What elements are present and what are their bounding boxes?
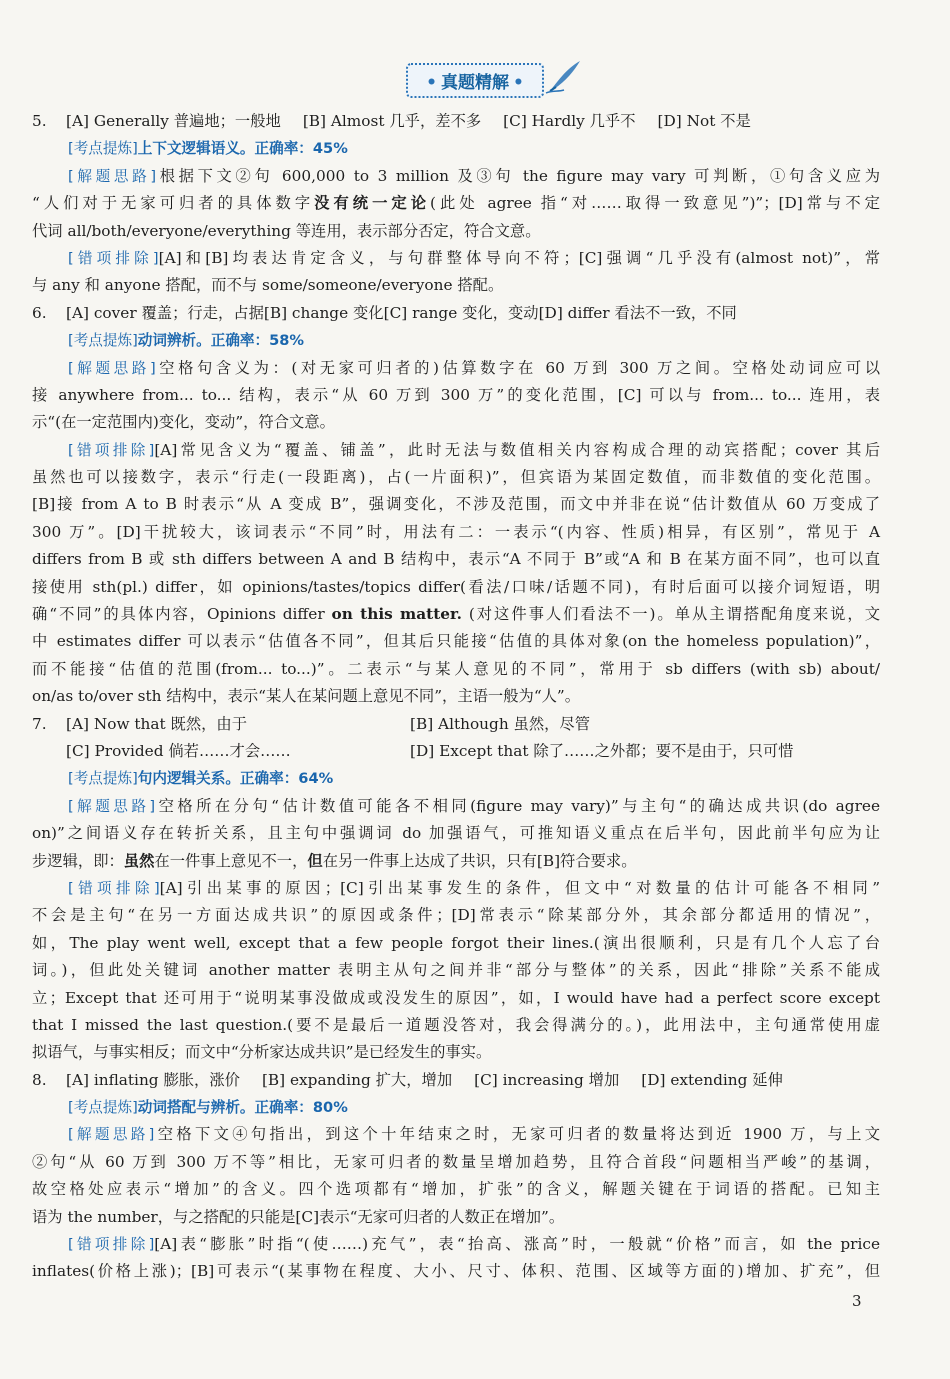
option-d: [D] Except that 除了……之外都；要不是由于，只可惜 — [410, 741, 794, 760]
text: 与 any 和 anyone 搭配，而不与 some/someone/everyone 搭配。 — [32, 276, 504, 295]
quill-pen-icon — [544, 57, 584, 97]
q6-jieti-line — [32, 382, 880, 409]
q8-jieti-line — [32, 1121, 880, 1148]
question-number: 7. — [32, 714, 47, 733]
q7-cuoxiang-line — [32, 902, 880, 929]
kaodian-text: 动词辨析。正确率：58% — [137, 332, 305, 350]
option-c: [C] range 变化，变动 — [383, 303, 539, 322]
jieti-label: [解题思路] — [68, 1126, 155, 1144]
q6-cuoxiang-line — [32, 464, 880, 491]
cuoxiang-label: [错项排除] — [68, 441, 155, 459]
kaodian-label: [考点提炼] — [68, 1099, 138, 1117]
text: 如，The play went well, except that a few people forgot their lines.(演出很顺利，只是有几个人忘了台 — [32, 933, 880, 952]
q6-cuoxiang-line — [32, 601, 880, 628]
question-number: 5. — [32, 112, 47, 130]
q7-jieti-line — [32, 793, 880, 820]
jieti-label: [解题思路] — [68, 797, 156, 815]
q5-cuoxiang-line — [32, 245, 880, 272]
emphasis: 但 — [307, 851, 323, 870]
text: [A]常见含义为“覆盖、铺盖”，此时无法与数值相关内容构成合理的动宾搭配；cover 其后 — [154, 440, 880, 459]
q7-cuoxiang-line — [32, 930, 880, 957]
text: 空格句含义为：(对无家可归者的)估算数字在 60 万到 300 万之间。空格处动词应可以 — [155, 358, 880, 377]
cuoxiang-label: [错项排除] — [68, 249, 159, 267]
text: 不会是主句“在另一方面达成共识”的原因或条件；[D]常表示“除某部分外，其余部分都适用的情况”， — [32, 906, 880, 925]
option-b: [B] expanding 扩大，增加 — [261, 1070, 453, 1089]
q5-cuoxiang-line — [32, 272, 880, 299]
q7-jieti-line — [32, 820, 880, 847]
text: inflates(价格上涨)；[B]可表示“(某事物在程度、大小、尺寸、体积、范围、区域等方面的)增加、扩充”，但 — [32, 1262, 880, 1281]
text: [A]表“膨胀”时指“(使……)充气”，表“抬高、涨高”时，一般就“价格”而言，如 the price — [154, 1235, 880, 1254]
dot-right: • — [513, 73, 524, 93]
q7-options-row1 — [32, 711, 880, 738]
text: “人们对于无家可归者的具体数字 — [32, 194, 315, 213]
option-a: [A] inflating 膨胀，涨价 — [66, 1070, 240, 1089]
text: that I missed the last question.(要不是最后一道题没答对，我会得满分的。)，此用法中，主句通常使用虚 — [32, 1015, 880, 1034]
text: (此处 agree 指“对……取得一致意见”)”；[D]常与不定 — [430, 194, 880, 213]
text: 空格下文④句指出，到这个十年结束之时，无家可归者的数量将达到近 1900 万，与上文 — [154, 1125, 880, 1144]
emphasis: on this matter. — [331, 605, 462, 624]
q7-kaodian — [32, 765, 880, 792]
text: ②句“从 60 万到 300 万不等”相比，无家可归者的数量呈增加趋势，且符合首段“问题相当严峻”的基调， — [32, 1152, 880, 1171]
text: 根据下文②句 600,000 to 3 million 及③句 the figure may vary 可判断，①句含义应为 — [156, 166, 881, 185]
cuoxiang-label: [错项排除] — [68, 879, 160, 897]
text: 示“(在一定范围内)变化，变动”，符合文意。 — [32, 413, 335, 432]
kaodian-label: [考点提炼] — [68, 770, 138, 788]
q7-cuoxiang-line — [32, 957, 880, 984]
option-d: [D] Not 不是 — [657, 112, 751, 130]
text: 中 estimates differ 可以表示“估值各不同”，但其后只能接“估值的具体对象(on the homeless population)”， — [32, 632, 880, 651]
q6-cuoxiang-line — [32, 491, 880, 518]
text: [A]引出某事的原因；[C]引出某事发生的条件，但文中“对数量的估计可能各不相同” — [159, 878, 881, 897]
text: 确“不同”的具体内容，Opinions differ — [32, 605, 332, 624]
option-a: [A] Generally 普遍地；一般地 — [66, 112, 281, 130]
q5-options — [32, 108, 880, 135]
q8-jieti-line — [32, 1149, 880, 1176]
option-c: [C] increasing 增加 — [474, 1070, 620, 1089]
text: 语为 the number，与之搭配的只能是[C]表示“无家可归者的人数正在增加”。 — [32, 1207, 565, 1226]
text: 空格所在分句“估计数值可能各不相同(figure may vary)”与主句“的确达成共识(do agree — [155, 796, 880, 815]
text: 300 万”。[D]干扰较大，该词表示“不同”时，用法有二：一表示“(内容、性质)相异，有区别”，常见于 A — [32, 522, 880, 541]
q8-jieti-line — [32, 1176, 880, 1203]
text: 在另一件事上达成了共识，只有[B]符合要求。 — [322, 851, 637, 870]
option-c: [C] Hardly 几乎不 — [503, 112, 636, 130]
option-b: [B] Although 虽然，尽管 — [410, 714, 591, 733]
q7-cuoxiang-line — [32, 1012, 880, 1039]
q6-cuoxiang-line — [32, 574, 880, 601]
text: 词。)，但此处关键词 another matter 表明主从句之间并非“部分与整体”的关系，因此“排除”关系不能成 — [32, 961, 880, 980]
q6-cuoxiang-line — [32, 683, 880, 710]
text: 代词 all/both/everyone/everything 等连用，表示部分否定，符合文意。 — [32, 221, 541, 240]
kaodian-text: 上下文逻辑语义。正确率：45% — [137, 140, 348, 158]
emphasis: 没有统一定论 — [314, 194, 431, 213]
option-b: [B] Almost 几乎，差不多 — [302, 112, 482, 130]
text: 故空格处应表示“增加”的含义。四个选项都有“增加，扩张”的含义，解题关键在于词语的搭配。已知主 — [32, 1180, 880, 1199]
text: (对这件事人们看法不一)。单从主谓搭配角度来说，文 — [462, 605, 880, 624]
text: 而不能接“估值的范围(from... to...)”。二表示“与某人意见的不同”，常用于 sb differs (with sb) about/ — [32, 659, 880, 678]
q8-kaodian — [32, 1094, 880, 1121]
kaodian-label: [考点提炼] — [68, 332, 138, 350]
text: 拟语气，与事实相反；而文中“分析家达成共识”是已经发生的事实。 — [32, 1043, 492, 1062]
q5-jieti-line — [32, 163, 880, 190]
section-header — [0, 63, 950, 98]
text: differs from B 或 sth differs between A and B 结构中，表示“A 不同于 B”或“A 和 B 在某方面不同”，也可以直 — [32, 550, 880, 569]
q5-jieti-line — [32, 218, 880, 245]
q7-cuoxiang-line — [32, 875, 880, 902]
q6-options — [32, 300, 880, 327]
kaodian-text: 句内逻辑关系。正确率：64% — [137, 770, 334, 788]
text: 立；Except that 还可用于“说明某事没做成或没发生的原因”，如，I would have had a perfect score except — [32, 988, 880, 1007]
q6-jieti-line — [32, 355, 880, 382]
text: 接 anywhere from... to... 结构，表示“从 60 万到 300 万”的变化范围，[C] 可以与 from... to... 连用，表 — [32, 385, 880, 404]
q8-options — [32, 1067, 880, 1094]
q5-jieti-line — [32, 190, 880, 217]
text: on)”之间语义存在转折关系，且主句中强调词 do 加强语气，可推知语义重点在后半句，因此前半句应为让 — [32, 824, 880, 843]
text: [A]和[B]均表达肯定含义，与句群整体导向不符；[C]强调“几乎没有(almost not)”，常 — [158, 248, 880, 267]
text: 步逻辑，即： — [32, 851, 124, 870]
option-a: [A] cover 覆盖；行走，占据 — [66, 303, 264, 322]
q8-cuoxiang-line — [32, 1258, 880, 1285]
text: on/as to/over sth 结构中，表示“某人在某问题上意见不同”，主语一般为“人”。 — [32, 687, 581, 706]
kaodian-text: 动词搭配与辨析。正确率：80% — [137, 1099, 348, 1117]
q6-cuoxiang-line — [32, 656, 880, 683]
page-content — [32, 108, 880, 1286]
q6-cuoxiang-line — [32, 437, 880, 464]
question-number: 6. — [32, 303, 47, 322]
q6-cuoxiang-line — [32, 628, 880, 655]
q8-jieti-line — [32, 1204, 880, 1231]
option-d: [D] extending 延伸 — [641, 1070, 783, 1089]
cuoxiang-label: [错项排除] — [68, 1236, 155, 1254]
text: 虽然也可以接数字，表示“行走(一段距离)，占(一片面积)”，但宾语为某固定数值，而非数值的变化范围。 — [32, 468, 880, 487]
section-title: 真题精解 — [441, 73, 509, 93]
q6-cuoxiang-line — [32, 519, 880, 546]
jieti-label: [解题思路] — [68, 359, 156, 377]
text: 接使用 sth(pl.) differ，如 opinions/tastes/topics differ(看法/口味/话题不同)，有时后面可以接介词短语，明 — [32, 577, 880, 596]
q5-kaodian — [32, 135, 880, 162]
q7-jieti-line — [32, 848, 880, 875]
q7-options-row2 — [32, 738, 880, 765]
question-number: 8. — [32, 1070, 47, 1089]
dot-left: • — [426, 73, 437, 93]
option-a: [A] Now that 既然，由于 — [66, 714, 248, 733]
kaodian-label: [考点提炼] — [68, 140, 138, 158]
q6-cuoxiang-line — [32, 546, 880, 573]
section-title-badge — [406, 63, 544, 98]
q6-jieti-line — [32, 409, 880, 436]
option-b: [B] change 变化 — [263, 303, 384, 322]
q8-cuoxiang-line — [32, 1231, 880, 1258]
text: 在一件事上意见不一， — [154, 851, 308, 870]
text: [B]接 from A to B 时表示“从 A 变成 B”，强调变化，不涉及范围，而文中并非在说“估计数值从 60 万变成了 — [32, 495, 880, 514]
option-d: [D] differ 看法不一致，不同 — [538, 303, 737, 322]
page-number: 3 — [852, 1292, 862, 1310]
option-c: [C] Provided 倘若……才会…… — [66, 741, 291, 760]
q6-kaodian — [32, 327, 880, 354]
q7-cuoxiang-line — [32, 1039, 880, 1066]
jieti-label: [解题思路] — [68, 167, 157, 185]
q7-cuoxiang-line — [32, 985, 880, 1012]
emphasis: 虽然 — [123, 851, 155, 870]
